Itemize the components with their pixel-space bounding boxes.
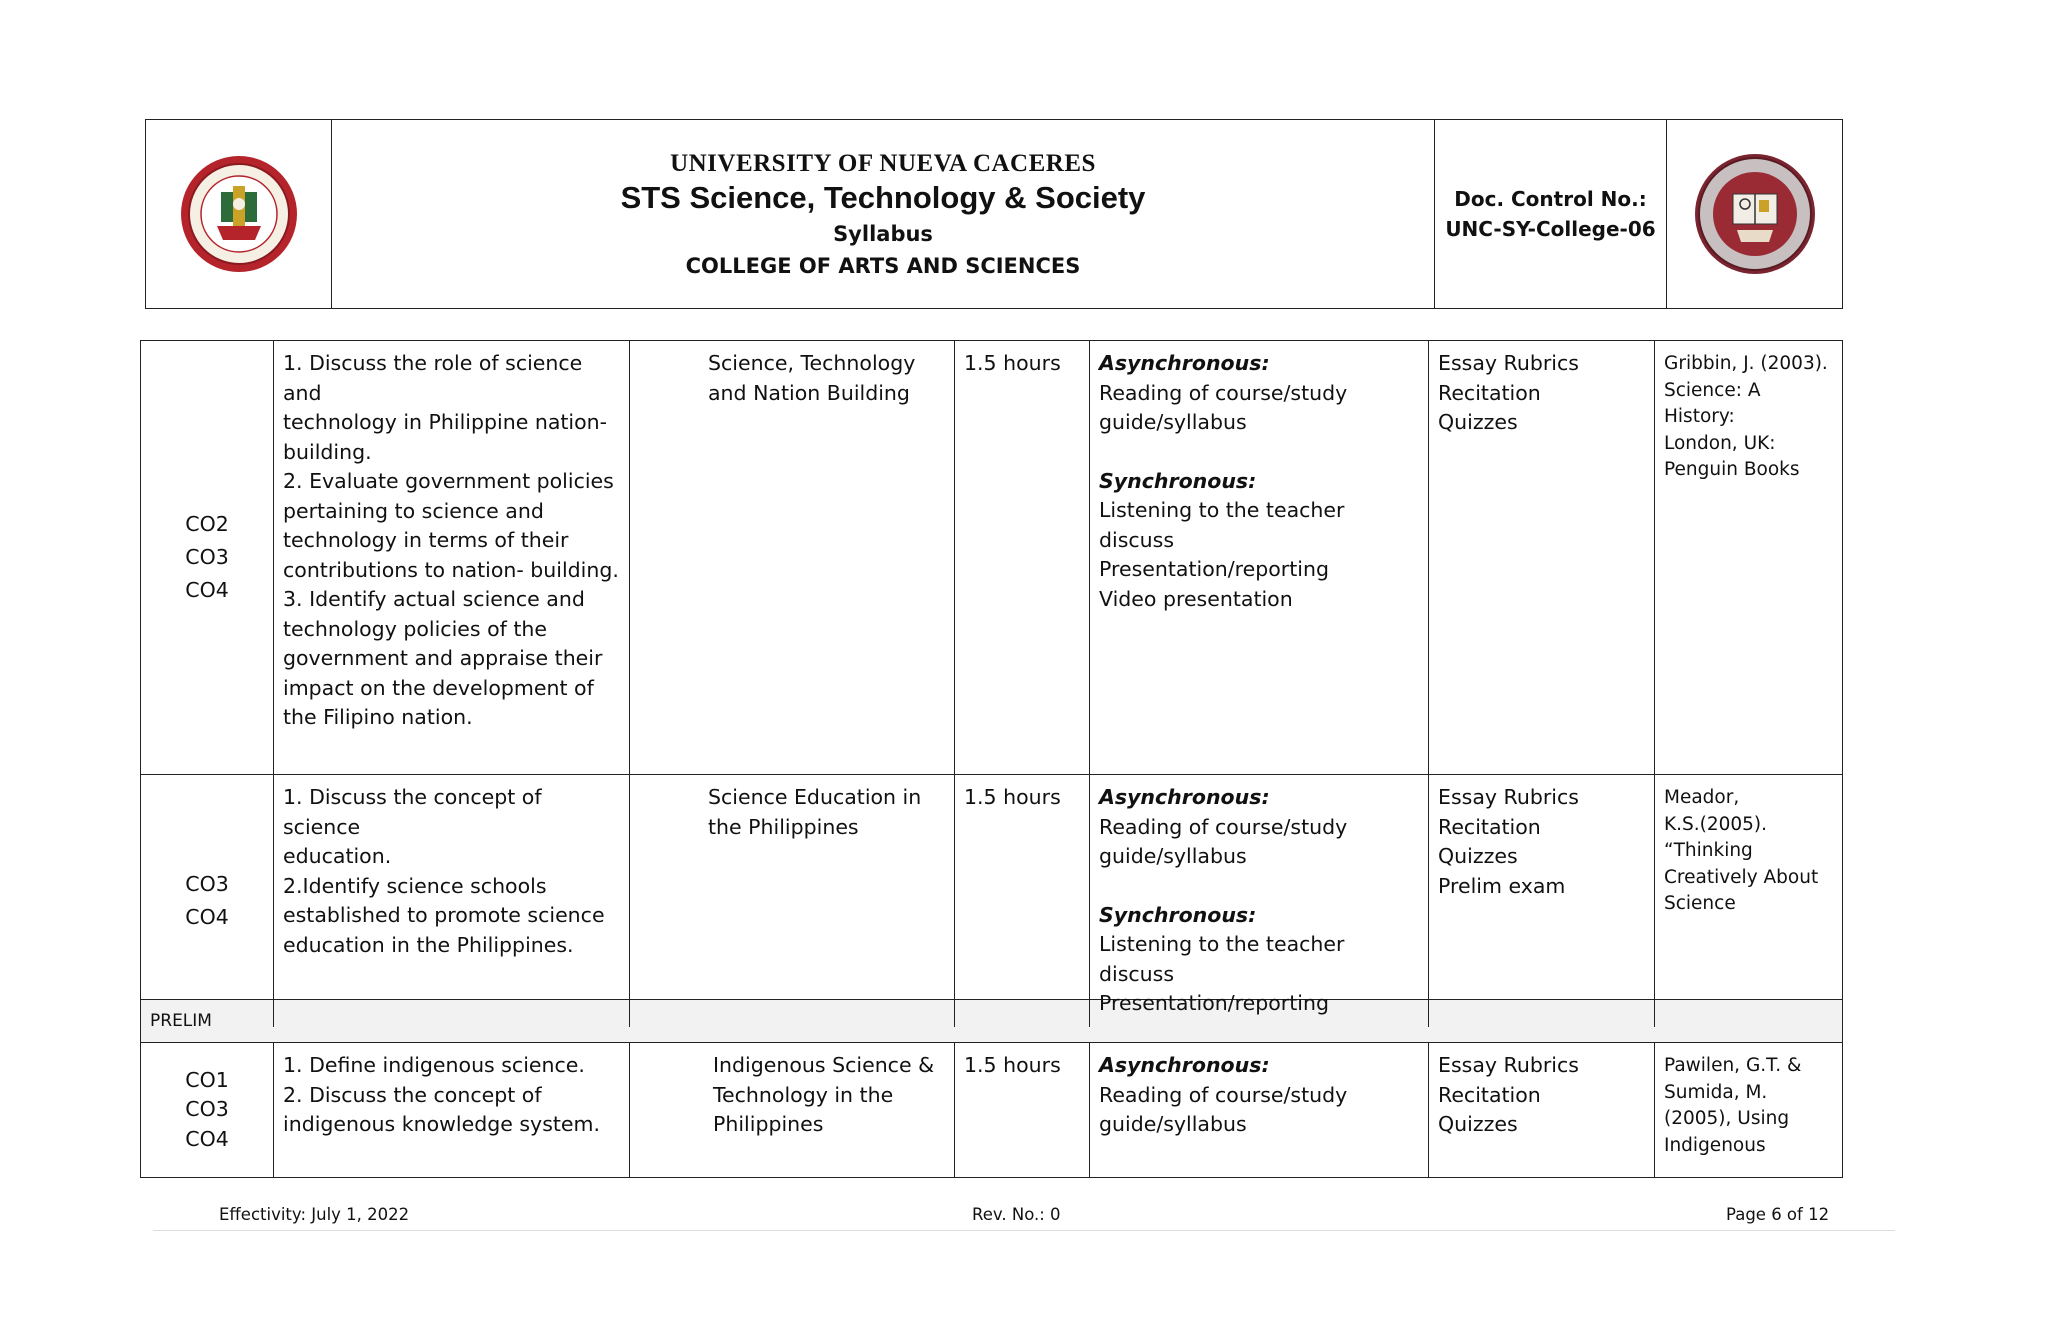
topic-line: Technology in the xyxy=(713,1082,894,1107)
doc-control-label: Doc. Control No.: xyxy=(1454,187,1647,211)
college-name: COLLEGE OF ARTS AND SCIENCES xyxy=(685,254,1081,278)
references-cell xyxy=(1655,1043,1842,1177)
objective-line: government and appraise their xyxy=(283,646,603,670)
topic-line: Indigenous Science & xyxy=(713,1053,935,1077)
objective-line: technology policies of the xyxy=(283,616,547,641)
course-outcome: CO3 xyxy=(185,871,229,896)
course-outcome: CO3 xyxy=(185,1097,229,1122)
reference-line: Meador, xyxy=(1664,787,1740,808)
course-outcome: CO2 xyxy=(185,512,229,536)
reference-line: Gribbin, J. (2003). xyxy=(1664,353,1828,374)
footer-divider xyxy=(153,1230,1895,1231)
topic-line: Science Education in xyxy=(708,785,922,809)
duration-cell xyxy=(955,1043,1090,1177)
activity-line: guide/syllabus xyxy=(1099,844,1247,868)
objective-line: 2. Evaluate government policies xyxy=(283,469,614,493)
doc-control-cell xyxy=(1435,120,1667,308)
reference-line: Indigenous xyxy=(1664,1134,1766,1156)
reference-line: Pawilen, G.T. & xyxy=(1664,1055,1802,1076)
logo-cell-right xyxy=(1667,120,1842,308)
activities-cell xyxy=(1090,341,1429,774)
course-outcome: CO1 xyxy=(185,1067,229,1092)
reference-line: Science: A History: xyxy=(1664,379,1761,427)
topic-cell xyxy=(630,775,955,1027)
assessment-line: Recitation xyxy=(1438,814,1541,839)
course-outcome: CO4 xyxy=(185,578,229,602)
course-outcomes-cell xyxy=(141,1043,274,1177)
activity-line: Reading of course/study xyxy=(1099,1082,1348,1107)
logo-cell-left xyxy=(146,120,332,308)
syllabus-table xyxy=(140,340,1843,1178)
doc-control-number: UNC-SY-College-06 xyxy=(1445,217,1656,241)
assessment-line: Recitation xyxy=(1438,380,1541,405)
activity-line: Presentation/reporting xyxy=(1099,991,1329,1015)
activity-line: Listening to the teacher discuss xyxy=(1099,932,1345,986)
activity-line: Reading of course/study xyxy=(1099,814,1348,839)
duration-value: 1.5 hours xyxy=(964,351,1061,375)
objective-line: 2.Identify science schools xyxy=(283,873,547,898)
assessment-cell xyxy=(1429,1043,1655,1177)
document-type: Syllabus xyxy=(833,222,933,246)
page-number: Page 6 of 12 xyxy=(1726,1205,1830,1224)
objective-line: indigenous knowledge system. xyxy=(283,1112,601,1136)
assessment-line: Quizzes xyxy=(1438,1112,1518,1136)
course-title: STS Science, Technology & Society xyxy=(620,180,1146,215)
activity-line: guide/syllabus xyxy=(1099,1112,1247,1136)
course-outcome: CO4 xyxy=(185,1126,229,1151)
asynchronous-label: Asynchronous: xyxy=(1099,1053,1270,1077)
assessment-line: Quizzes xyxy=(1438,410,1518,434)
course-outcome: CO3 xyxy=(185,545,229,569)
topic-line: the Philippines xyxy=(708,814,859,839)
course-outcomes-cell xyxy=(141,341,274,774)
duration-cell xyxy=(955,775,1090,1027)
assessment-line: Quizzes xyxy=(1438,844,1518,868)
topic-cell xyxy=(630,1043,955,1177)
reference-line: Science xyxy=(1664,893,1736,914)
objective-line: education in the Philippines. xyxy=(283,932,574,957)
objective-line: 3. Identify actual science and xyxy=(283,587,585,611)
objective-line: established to promote science xyxy=(283,903,605,927)
learning-objectives-cell xyxy=(274,1043,630,1177)
objective-line: 1. Define indigenous science. xyxy=(283,1053,585,1077)
objective-line: 1. Discuss the role of science and xyxy=(283,351,583,405)
learning-objectives-cell xyxy=(274,341,630,774)
reference-line: Sumida, M. xyxy=(1664,1081,1768,1103)
reference-line: (2005), Using xyxy=(1664,1108,1790,1129)
course-outcomes-cell xyxy=(141,775,274,1027)
synchronous-label: Synchronous: xyxy=(1099,902,1257,927)
objective-line: building. xyxy=(283,439,372,464)
topic-cell xyxy=(630,341,955,774)
objective-line: 2. Discuss the concept of xyxy=(283,1082,542,1107)
reference-line: London, UK: xyxy=(1664,432,1776,454)
assessment-line: Prelim exam xyxy=(1438,873,1566,898)
objective-line: 1. Discuss the concept of science xyxy=(283,785,542,839)
table-row xyxy=(141,341,1842,775)
learning-objectives-cell xyxy=(274,775,630,1027)
document-header xyxy=(145,119,1843,309)
reference-line: Penguin Books xyxy=(1664,459,1800,480)
objective-line: technology in Philippine nation- xyxy=(283,410,608,434)
university-seal-logo xyxy=(177,152,301,276)
revision-number: Rev. No.: 0 xyxy=(972,1205,1061,1224)
activity-line: guide/syllabus xyxy=(1099,410,1247,434)
asynchronous-label: Asynchronous: xyxy=(1099,351,1270,375)
references-cell xyxy=(1655,341,1842,774)
reference-line: Creatively About xyxy=(1664,866,1819,888)
duration-value: 1.5 hours xyxy=(964,1053,1061,1077)
assessment-line: Recitation xyxy=(1438,1082,1541,1107)
topic-line: Philippines xyxy=(713,1112,824,1136)
activity-line: Listening to the teacher discuss xyxy=(1099,498,1345,552)
assessment-line: Essay Rubrics xyxy=(1438,1053,1579,1077)
objective-line: education. xyxy=(283,844,392,868)
assessment-cell xyxy=(1429,341,1655,774)
duration-value: 1.5 hours xyxy=(964,785,1061,809)
references-cell xyxy=(1655,775,1842,1027)
objective-line: impact on the development of xyxy=(283,675,594,700)
reference-line: “Thinking xyxy=(1664,840,1753,861)
table-row xyxy=(141,1043,1842,1177)
reference-line: K.S.(2005). xyxy=(1664,813,1768,835)
topic-line: Science, Technology xyxy=(708,351,916,375)
table-row xyxy=(141,775,1842,1015)
activity-line: Presentation/reporting xyxy=(1099,557,1329,581)
effectivity-date: Effectivity: July 1, 2022 xyxy=(219,1205,410,1224)
activity-line: Video presentation xyxy=(1099,586,1293,611)
assessment-line: Essay Rubrics xyxy=(1438,785,1579,809)
college-seal-logo xyxy=(1693,152,1817,276)
assessment-line: Essay Rubrics xyxy=(1438,351,1579,375)
university-name: UNIVERSITY OF NUEVA CACERES xyxy=(670,150,1096,177)
course-outcome: CO4 xyxy=(185,904,229,929)
prelim-label: PRELIM xyxy=(150,1011,212,1031)
activities-cell xyxy=(1090,775,1429,1027)
assessment-cell xyxy=(1429,775,1655,1027)
topic-line: and Nation Building xyxy=(708,380,910,405)
activity-line: Reading of course/study xyxy=(1099,380,1348,405)
asynchronous-label: Asynchronous: xyxy=(1099,785,1270,809)
duration-cell xyxy=(955,341,1090,774)
objective-line: pertaining to science and xyxy=(283,498,544,523)
objective-line: technology in terms of their xyxy=(283,528,569,552)
synchronous-label: Synchronous: xyxy=(1099,468,1257,493)
title-block xyxy=(332,120,1435,308)
activities-cell xyxy=(1090,1043,1429,1177)
objective-line: the Filipino nation. xyxy=(283,705,473,729)
objective-line: contributions to nation- building. xyxy=(283,557,619,582)
